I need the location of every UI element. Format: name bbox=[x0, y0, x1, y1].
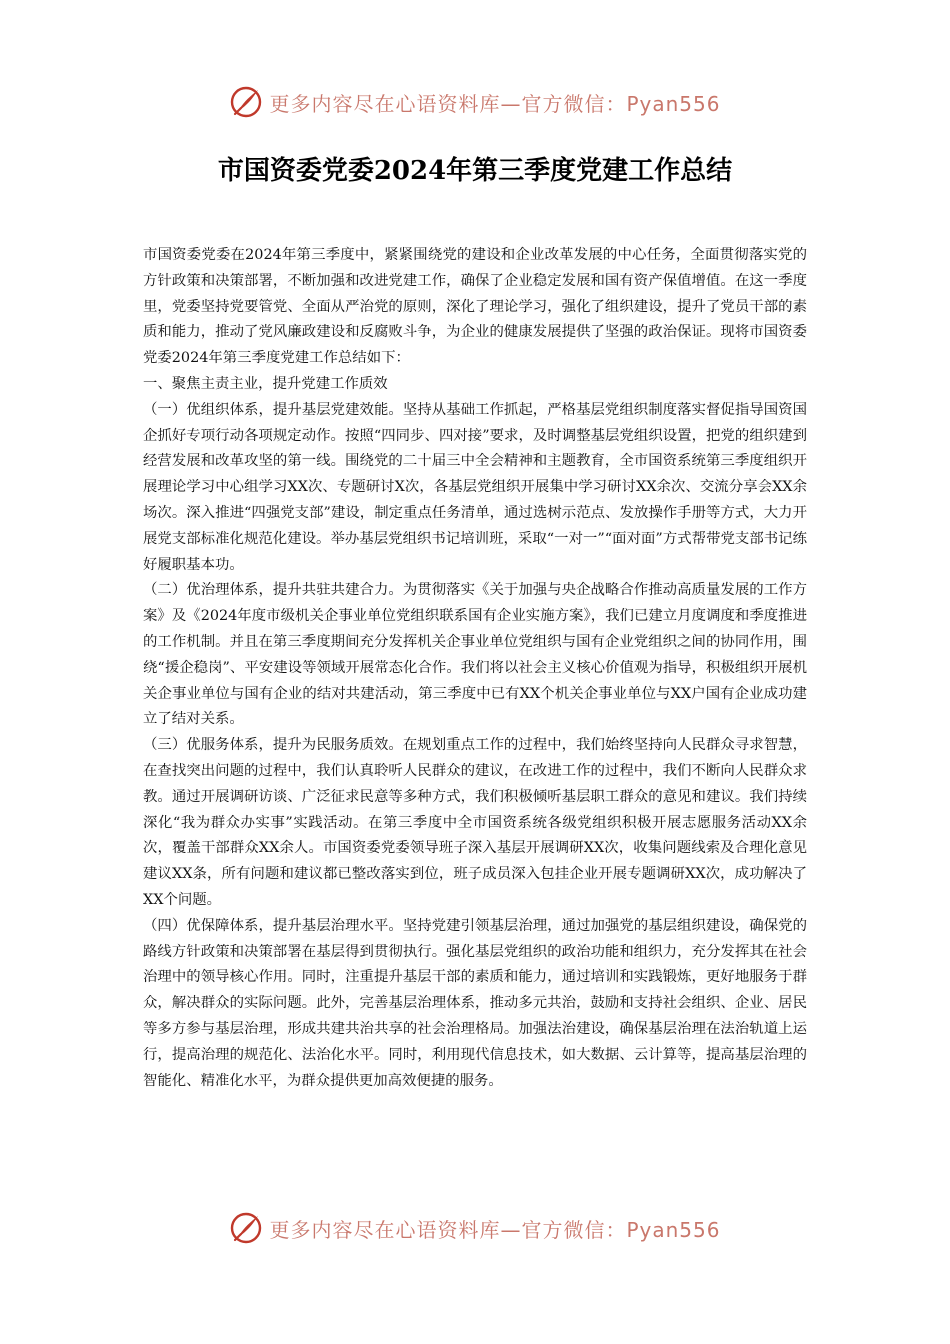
paragraph-governance: （二）优治理体系，提升共驻共建合力。为贯彻落实《关于加强与央企战略合作推动高质量发展的工作方案》及《2024年度市级机关企事业单位党组织联系国有企业实施方案》，我们已建立月度调度和季度推进的工作机制。并且在第三季度期间充分发挥机关企事业单位党组织与国有企业党组织之间的协同作用，围绕“援企稳岗”、平安建设等领域开展常态化合作。我们将以社会主义核心价值观为指导，积极组织开展机关企事业单位与国有企业的结对共建活动，第三季度中已有XX个机关企事业单位与XX户国有企业成功建立了结对关系。 bbox=[143, 582, 807, 728]
document-title: 市国资委党委2024年第三季度党建工作总结 bbox=[217, 156, 733, 186]
document-body bbox=[143, 243, 807, 1094]
paragraph-support: （四）优保障体系，提升基层治理水平。坚持党建引领基层治理，通过加强党的基层组织建设，确保党的路线方针政策和决策部署在基层得到贯彻执行。强化基层党组织的政治功能和组织力，充分发挥其在社会治理中的领导核心作用。同时，注重提升基层干部的素质和能力，通过培训和实践锻炼，更好地服务于群众，解决群众的实际问题。此外，完善基层治理体系，推动多元共治，鼓励和支持社会组织、企业、居民等多方参与基层治理，形成共建共治共享的社会治理格局。加强法治建设，确保基层治理在法治轨道上运行，提高治理的规范化、法治化水平。同时，利用现代信息技术，如大数据、云计算等，提高基层治理的智能化、精准化水平，为群众提供更加高效便捷的服务。 bbox=[143, 917, 807, 1089]
quill-logo-icon bbox=[229, 1211, 263, 1245]
footer-banner bbox=[0, 1208, 950, 1248]
quill-logo-icon bbox=[229, 85, 263, 119]
header-banner-text: 更多内容尽在心语资料库—官方微信：Pyan556 bbox=[269, 91, 721, 116]
paragraph-organization: （一）优组织体系，提升基层党建效能。坚持从基础工作抓起，严格基层党组织制度落实督促指导国资国企抓好专项行动各项规定动作。按照“四同步、四对接”要求，及时调整基层党组织设置，把党的组织建到经营发展和改革攻坚的第一线。围绕党的二十届三中全会精神和主题教育，全市国资系统第三季度组织开展理论学习中心组学习XX次、专题研讨X次，各基层党组织开展集中学习研讨XX余次、交流分享会XX余场次。深入推进“四强党支部”建设，制定重点任务清单，通过选树示范点、发放操作手册等方式，大力开展党支部标准化规范化建设。举办基层党组织书记培训班，采取“一对一”“面对面”方式帮带党支部书记练好履职基本功。 bbox=[143, 401, 807, 573]
header-banner bbox=[0, 82, 950, 122]
paragraph-intro: 市国资委党委在2024年第三季度中，紧紧围绕党的建设和企业改革发展的中心任务，全面贯彻落实党的方针政策和决策部署，不断加强和改进党建工作，确保了企业稳定发展和国有资产保值增值。在这一季度里，党委坚持党要管党、全面从严治党的原则，深化了理论学习，强化了组织建设，提升了党员干部的素质和能力，推动了党风廉政建设和反腐败斗争，为企业的健康发展提供了坚强的政治保证。现将市国资委党委2024年第三季度党建工作总结如下： bbox=[143, 247, 807, 367]
footer-banner-text: 更多内容尽在心语资料库—官方微信：Pyan556 bbox=[269, 1217, 721, 1242]
paragraph-service: （三）优服务体系，提升为民服务质效。在规划重点工作的过程中，我们始终坚持向人民群众寻求智慧，在查找突出问题的过程中，我们认真聆听人民群众的建议，在改进工作的过程中，我们不断向人民群众求教。通过开展调研访谈、广泛征求民意等多种方式，我们积极倾听基层职工群众的意见和建议。我们持续深化“我为群众办实事”实践活动。在第三季度中全市国资系统各级党组织积极开展志愿服务活动XX余次，覆盖干部群众XX余人。市国资委党委领导班子深入基层开展调研XX次，收集问题线索及合理化意见建议XX条，所有问题和建议都已整改落实到位，班子成员深入包挂企业开展专题调研XX次，成功解决了XX个问题。 bbox=[143, 737, 807, 908]
section-heading-1: 一、聚焦主责主业，提升党建工作质效 bbox=[143, 375, 388, 392]
